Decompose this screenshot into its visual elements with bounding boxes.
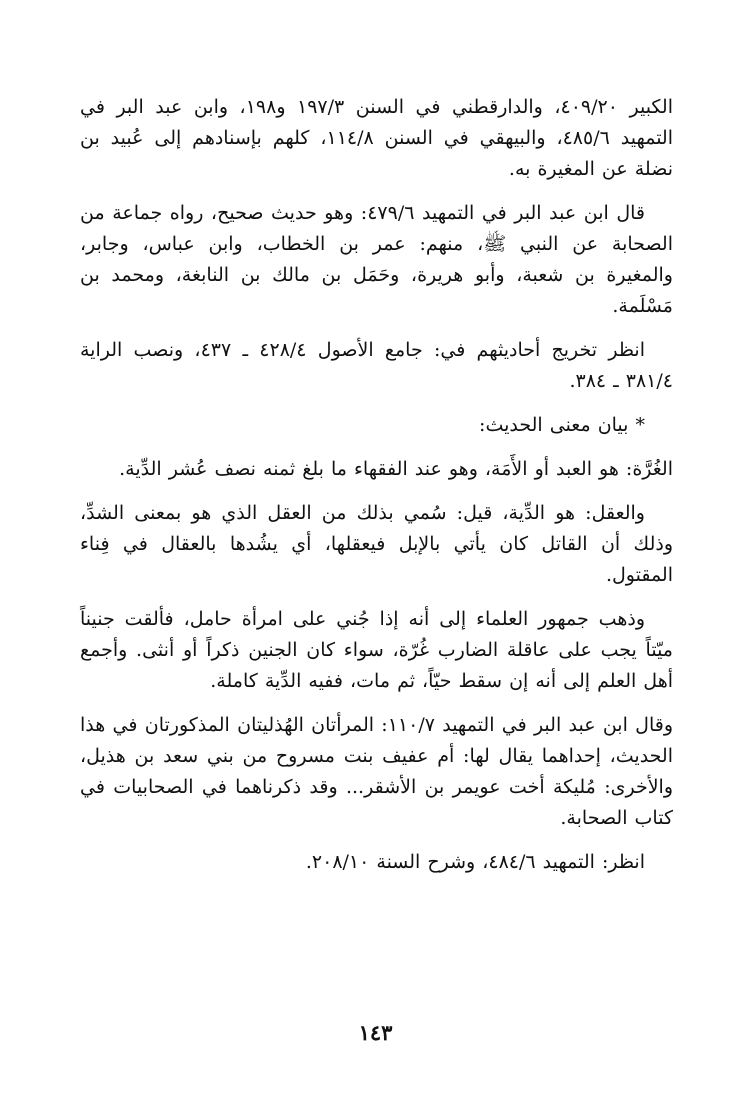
page-body [80, 92, 673, 891]
paragraph-takhrij-reference: انظر تخريج أحاديثهم في: جامع الأصول ٤٢٨/٤ ـ ٤٣٧، ونصب الراية ٣٨١/٤ ـ ٣٨٤. [80, 339, 673, 392]
paragraph-definition-aql: والعقل: هو الدِّية، قيل: سُمي بذلك من العقل الذي هو بمعنى الشدِّ، وذلك أن القاتل كان يأتي بالإبل فيعقلها، أي يشُدها بالعقال في فِناء المقتول. [80, 502, 673, 586]
paragraph-ibn-abd-al-barr-authentication: قال ابن عبد البر في التمهيد ٤٧٩/٦: وهو حديث صحيح، رواه جماعة من الصحابة عن النبي ﷺ، منهم: عمر بن الخطاب، وابن عباس، وجابر، والمغيرة بن شعبة، وأبو هريرة، وحَمَل بن مالك بن النابغة، ومحمد بن مَسْلَمة. [80, 202, 673, 317]
paragraph-final-reference: انظر: التمهيد ٤٨٤/٦، وشرح السنة ٢٠٨/١٠. [305, 851, 645, 873]
paragraph-majority-opinion: وذهب جمهور العلماء إلى أنه إذا جُني على امرأة حامل، فألقت جنيناً ميّتاً يجب على عاقلة الضارب غُرّة، سواء كان الجنين ذكراً أو أنثى. وأجمع أهل العلم إلى أنه إن سقط حيّاً، ثم مات، ففيه الدِّية كاملة. [80, 608, 673, 692]
section-heading-meaning: * بيان معنى الحديث: [479, 414, 645, 436]
paragraph-citations-continued: الكبير ٤٠٩/٢٠، والدارقطني في السنن ١٩٧/٣ و١٩٨، وابن عبد البر في التمهيد ٤٨٥/٦، والبيهقي في السنن ١١٤/٨، كلهم بإسنادهم إلى عُبيد بن نضلة عن المغيرة به. [80, 96, 673, 180]
paragraph-definition-ghurra: الغُرَّة: هو العبد أو الأَمَة، وهو عند الفقهاء ما بلغ ثمنه نصف عُشر الدِّية. [119, 458, 673, 480]
page-number: ١٤٣ [358, 1020, 393, 1045]
paragraph-hudhali-women: وقال ابن عبد البر في التمهيد ١١٠/٧: المرأتان الهُذليتان المذكورتان في هذا الحديث، إحداهما يقال لها: أم عفيف بنت مسروح من بني سعد بن هذيل، والأخرى: مُليكة أخت عويمر بن الأشقر... وقد ذكرناهما في الصحابيات في كتاب الصحابة. [80, 714, 673, 829]
